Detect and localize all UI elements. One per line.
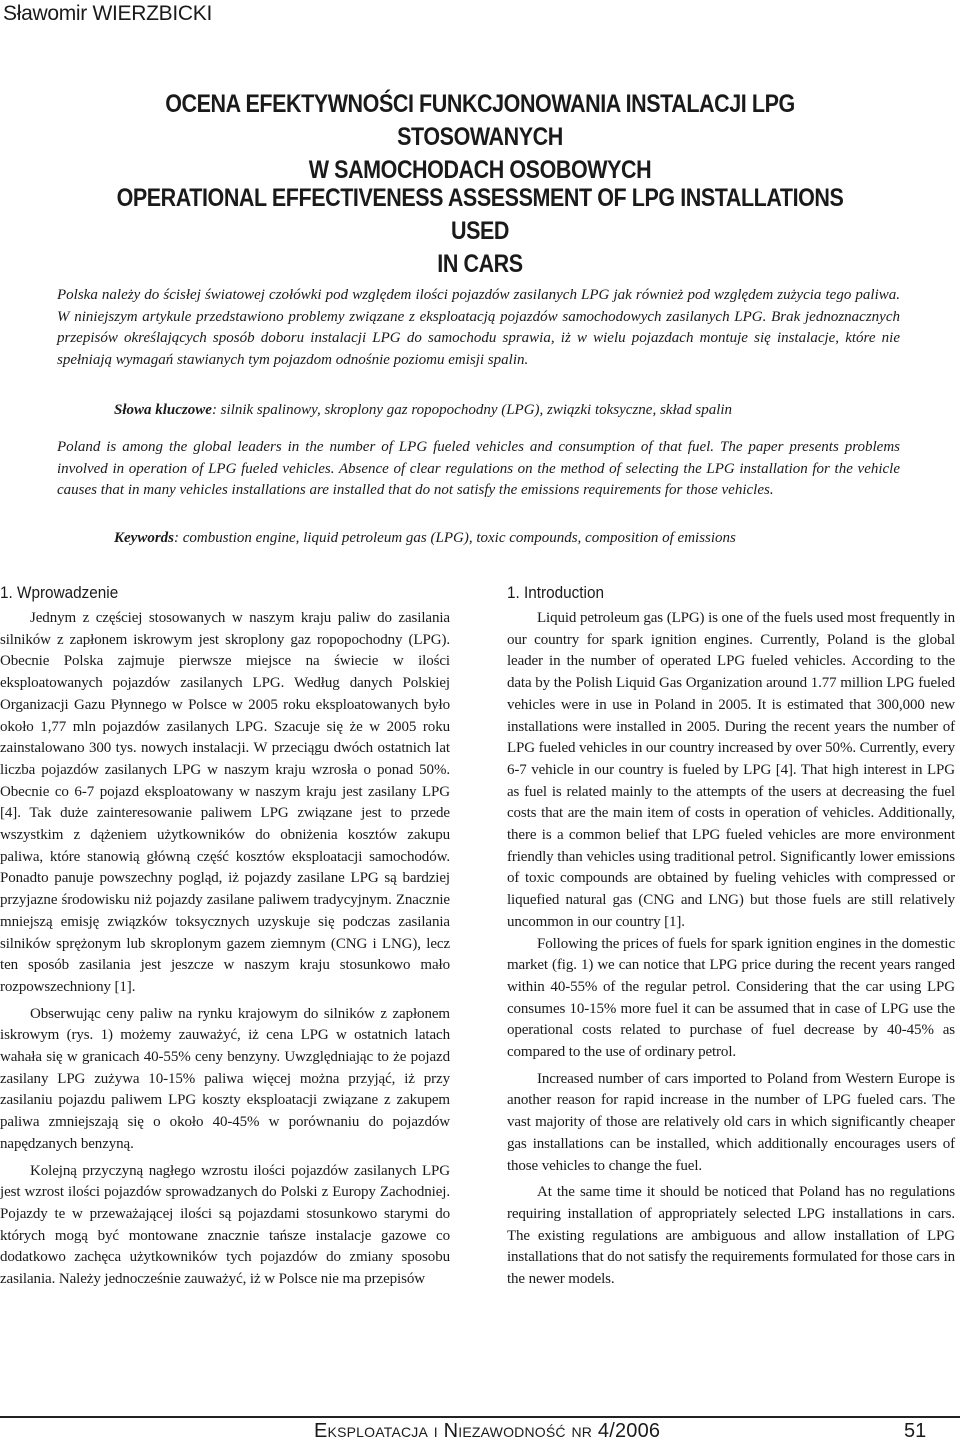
title-english-line-1: OPERATIONAL EFFECTIVENESS ASSESSMENT OF LPG INSTALLATIONS USED	[116, 184, 844, 245]
paragraph-polish-3: Kolejną przyczyną nagłego wzrostu ilości pojazdów zasilanych LPG jest wzrost ilości pojazdów sprowadzanych do Polski z Europy Zachodniej. Pojazdy te w przeważającej ilości są pojazdami stosunkowo starymi do których mogą być montowane znacznie tańsze instalacje gazowe co dodatkowo zachęca użytkowników tych pojazdów do zmiany sposobu zasilania. Należy jednocześnie zauważyć, iż w Polsce nie ma przepisów	[0, 1162, 450, 1288]
paragraph-english-4: At the same time it should be noticed that Poland has no regulations requiring installation of appropriately selected LPG installations in cars. The existing regulations are ambiguous and allow installation of LPG installations that do not satisfy the requirements formulated for those cars in the newer models.	[507, 1184, 955, 1288]
keywords-english	[57, 528, 900, 549]
page-number: 51	[904, 1420, 927, 1442]
abstract-english: Poland is among the global leaders in the number of LPG fueled vehicles and consumption of that fuel. The paper presents problems involved in operation of LPG fueled vehicles. Absence of clear regulations on the method of selecting the LPG installation for the vehicle causes that in many vehicles installations are installed that do not satisfy the emissions requirements for those vehicles.	[57, 439, 900, 499]
abstract-polish: Polska należy do ścisłej światowej czołówki pod względem ilości pojazdów zasilanych LPG jak również pod względem zużycia tego paliwa. W niniejszym artykule przedstawiono problemy związane z eksploatacją pojazdów samochodowych zasilanych LPG. Brak jednoznacznych przepisów określających sposób doboru instalacji LPG do samochodu sprawia, iż w wielu pojazdach montuje się instalacje, które nie spełniają wymagań stawianych tym pojazdom odnośnie poziomu emisji spalin.	[57, 287, 900, 369]
paragraph-polish-1: Jednym z częściej stosowanych w naszym kraju paliw do zasilania silników z zapłonem iskrowym jest skroplony gaz ropopochodny (LPG). Obecnie Polska zajmuje pierwsze miejsce na świecie w ilości eksploatowanych pojazdów zasilanych LPG. Według danych Polskiej Organizacji Gazu Płynnego w Polsce w 2005 roku eksploatowanych było około 1,77 mln pojazdów zasilanych LPG. Szacuje się że w 2005 roku zainstalowano 300 tys. nowych instalacji. W przeciągu dwóch ostatnich lat liczba pojazdów zasilanych LPG w naszym kraju wzrosła o ponad 50%. Obecnie co 6-7 pojazd eksploatowany w naszym kraju jest zasilany LPG [4]. Tak duże zainteresowanie paliwem LPG związane jest to przede wszystkim z dążeniem użytkowników do obniżenia kosztów zakupu paliwa, które stanowią główną część kosztów eksploatacji samochodów. Ponadto panuje powszechny pogląd, iż pojazdy zasilane LPG są bardziej przyjazne środowisku niż pojazdy zasilane paliwem tradycyjnym. Znacznie mniejszą emisję związków toksycznych uzyskuje się podczas zasilania silników sprężonym lub skroplonym gazem ziemnym (CNG i LNG), lecz ten sposób zasilania jest jeszcze w naszym kraju stosunkowo mało rozpowszechniony [1].	[0, 610, 450, 995]
title-polish-line-2: W SAMOCHODACH OSOBOWYCH	[308, 156, 652, 184]
column-polish	[0, 582, 450, 1291]
title-polish-line-1: OCENA EFEKTYWNOŚCI FUNKCJONOWANIA INSTALACJI LPG STOSOWANYCH	[165, 90, 795, 151]
keywords-english-label: Keywords	[114, 530, 174, 546]
paragraph-polish-2: Obserwując ceny paliw na rynku krajowym do silników z zapłonem iskrowym (rys. 1) możemy zauważyć, iż cena LPG w ostatnich latach wahała się w granicach 40-55% ceny benzyny. Uwzględniając to że pojazd zasilany LPG zużywa 10-15% paliwa więcej można przyjąć, iż przy zasilaniu pojazdu paliwem LPG koszty eksploatacji związane z zakupem paliwa zmniejszają się o około 40-45% w porównaniu do pojazdów napędzanych benzyną.	[0, 1005, 450, 1152]
section-heading-english: 1. Introduction	[507, 583, 604, 602]
section-heading-polish: 1. Wprowadzenie	[0, 583, 119, 602]
paragraph-english-2: Following the prices of fuels for spark ignition engines in the domestic market (fig. 1) we can notice that LPG price during the recent years ranged within 40-55% of the regular petrol. Considering that the car using LPG consumes 10-15% more fuel it can be assumed that in case of LPG use the operational costs related to purchase of fuel decrease by 40-45% as compared to the use of ordinary petrol.	[507, 935, 955, 1061]
footer-divider	[0, 1416, 960, 1418]
paragraph-english-3: Increased number of cars imported to Poland from Western Europe is another reason for rapid increase in the number of LPG fueled cars. The vast majority of those are relatively old cars in which significantly cheaper gas installations can be installed, which additionally encourages users of those vehicles to change the fuel.	[507, 1070, 955, 1174]
footer-journal-name: Eksploatacja i Niezawodność nr 4/2006	[314, 1420, 661, 1442]
column-english	[507, 582, 955, 1291]
keywords-polish	[57, 400, 900, 421]
title-english-line-2: IN CARS	[437, 250, 523, 278]
keywords-english-text: : combustion engine, liquid petroleum gas (LPG), toxic compounds, composition of emissions	[174, 530, 736, 546]
title-english	[93, 182, 867, 281]
keywords-polish-text: : silnik spalinowy, skroplony gaz ropopochodny (LPG), związki toksyczne, skład spalin	[211, 402, 733, 418]
keywords-polish-label: Słowa kluczowe	[114, 402, 212, 418]
title-polish	[93, 88, 867, 187]
paragraph-english-1: Liquid petroleum gas (LPG) is one of the fuels used most frequently in our country for spark ignition engines. Currently, Poland is the global leader in the number of operated LPG fueled vehicles. According to the data by the Polish Liquid Gas Organization around 1.77 million LPG fueled vehicles were in use in Poland in 2005. It is estimated that 300,000 new installations were installed in 2005. During the recent years the number of LPG fueled vehicles in our country increased by over 50%. Currently, every 6-7 vehicle in our country is fueled by LPG [4]. That high interest in LPG as fuel is related mainly to the attempts of the users at decreasing the fuel costs that are the main item of costs in operation of vehicles. Additionally, there is a common belief that LPG fueled vehicles are more environment friendly than vehicles using traditional petrol. Significantly lower emissions of toxic compounds are obtained by fueling vehicles with compressed or liquefied natural gas (CNG and LNG) but those fuels are still relatively uncommon in our country [1].	[507, 610, 955, 930]
author-name: Sławomir WIERZBICKI	[3, 2, 212, 25]
